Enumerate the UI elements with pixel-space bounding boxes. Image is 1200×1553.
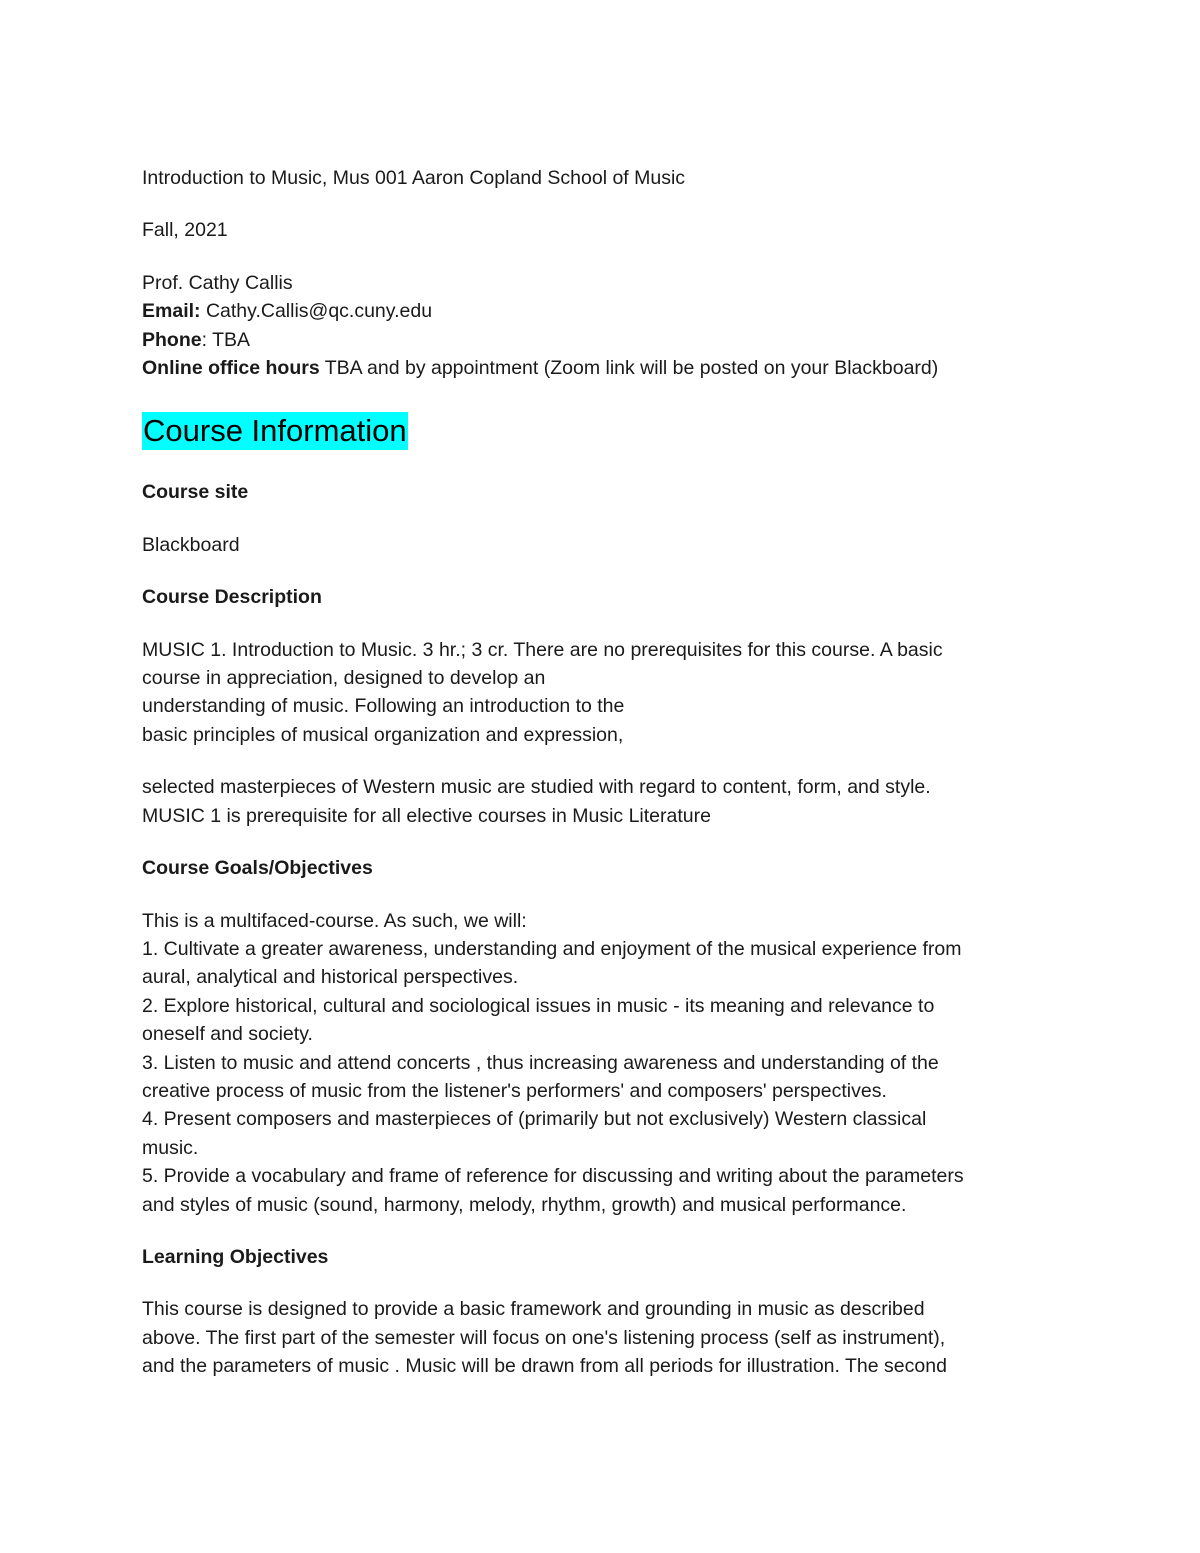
instructor-name: Prof. Cathy Callis [142,271,293,294]
goals-line: oneself and society. [142,1023,313,1046]
goals-line: 2. Explore historical, cultural and sociological issues in music - its meaning and relevance to [142,994,935,1017]
office-hours-value: TBA and by appointment (Zoom link will be posted on your Blackboard) [319,357,939,380]
email-label: Email: [142,300,201,323]
learning-line: and the parameters of music . Music will be drawn from all periods for illustration. The second [142,1355,947,1378]
goals-line: 1. Cultivate a greater awareness, understanding and enjoyment of the musical experience from [142,937,962,960]
learning-line: above. The first part of the semester will focus on one's listening process (self as instrument), [142,1326,946,1349]
goals-line: creative process of music from the listener's performers' and composers' perspectives. [142,1079,887,1102]
description-line: understanding of music. Following an introduction to the [142,695,625,718]
course-description-title: Course Description [142,586,322,609]
goals-line: This is a multifaced-course. As such, we will: [142,909,527,932]
email-value: Cathy.Callis@qc.cuny.edu [200,300,433,323]
description-line: MUSIC 1 is prerequisite for all elective courses in Music Literature [142,804,711,827]
term: Fall, 2021 [142,219,228,242]
goals-line: and styles of music (sound, harmony, melody, rhythm, growth) and musical performance. [142,1193,907,1216]
office-hours-label: Online office hours [142,357,320,380]
description-line: course in appreciation, designed to develop an [142,667,546,690]
course-title: Introduction to Music, Mus 001 Aaron Copland School of Music [142,167,686,189]
goals-line: 5. Provide a vocabulary and frame of reference for discussing and writing about the parameters [142,1165,964,1188]
phone-line [142,326,1072,354]
description-line: basic principles of musical organization and expression, [142,723,624,746]
course-site-value: Blackboard [142,533,240,556]
email-line [142,297,1072,325]
course-site-title: Course site [142,481,249,504]
phone-label: Phone [142,328,202,351]
goals-line: aural, analytical and historical perspectives. [142,966,519,989]
goals-line: music. [142,1136,199,1159]
document-page [142,164,1072,1381]
learning-objectives-title: Learning Objectives [142,1245,329,1268]
goals-line: 3. Listen to music and attend concerts , thus increasing awareness and understanding of the [142,1051,939,1074]
description-line: MUSIC 1. Introduction to Music. 3 hr.; 3 cr. There are no prerequisites for this course. A basic [142,638,943,661]
course-information-heading: Course Information [143,413,407,449]
description-line: selected masterpieces of Western music are studied with regard to content, form, and style. [142,776,931,799]
learning-line: This course is designed to provide a basic framework and grounding in music as described [142,1298,925,1321]
office-hours-line [142,354,1072,382]
course-goals-title: Course Goals/Objectives [142,857,373,880]
goals-line: 4. Present composers and masterpieces of (primarily but not exclusively) Western classical [142,1108,927,1131]
phone-value: : TBA [201,328,251,351]
course-information-heading-block [142,408,1072,454]
